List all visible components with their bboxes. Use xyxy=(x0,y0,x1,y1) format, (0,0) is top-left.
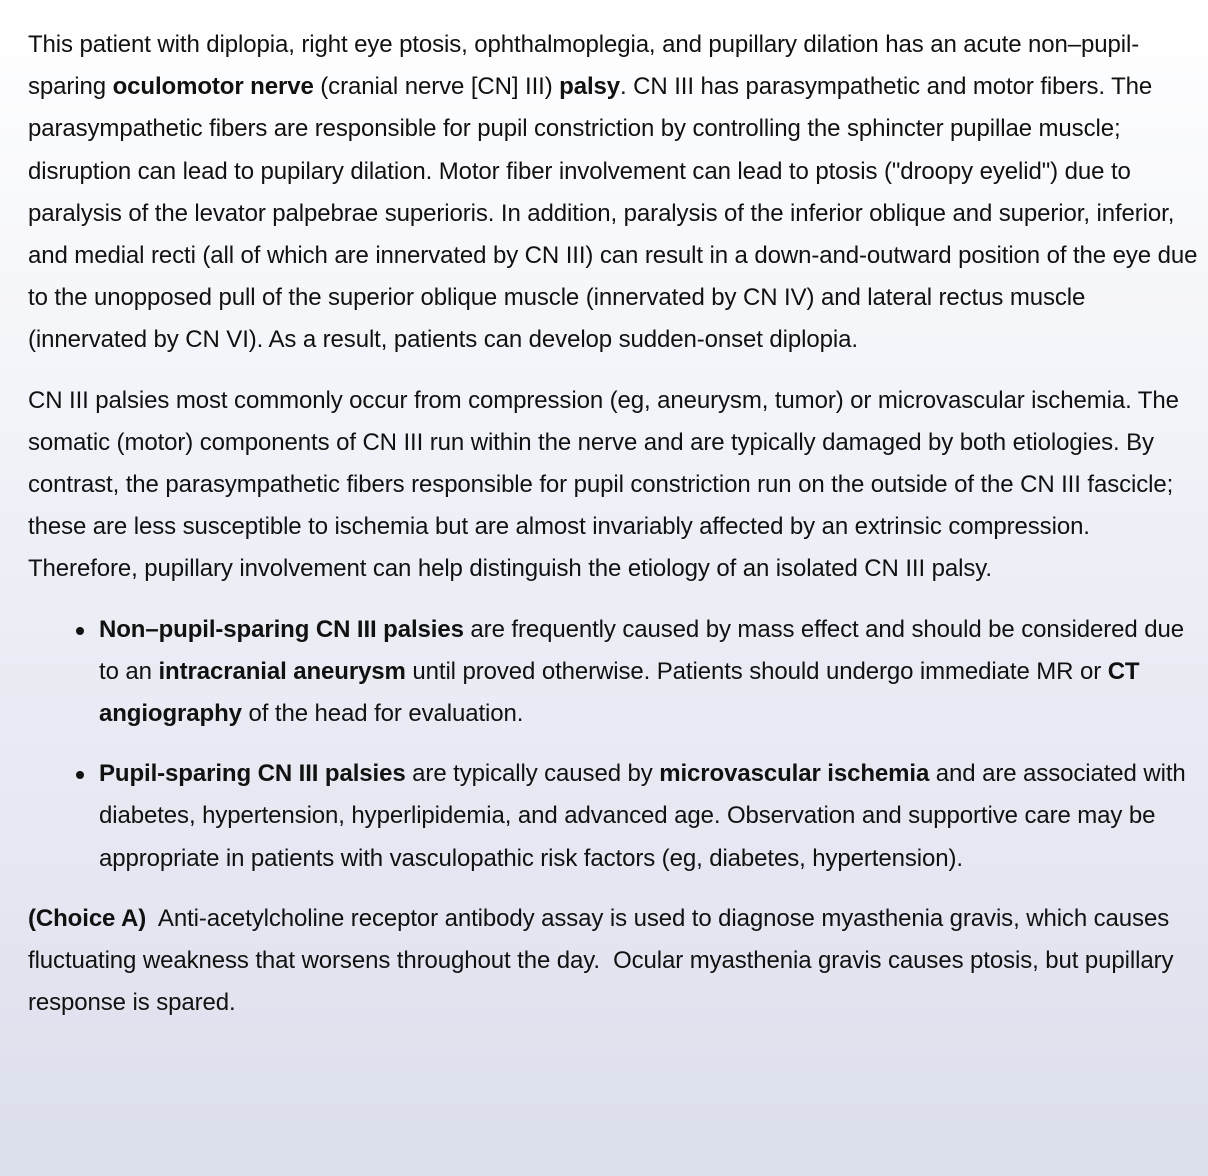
text-segment: until proved otherwise. Patients should undergo immediate MR or xyxy=(405,657,1108,685)
text-segment: This patient with diplopia, right eye ptosis, ophthalmoplegia, and pupillary dilation has an acute non–pupil-sparing xyxy=(28,31,1140,101)
paragraph-choice-a xyxy=(28,898,1200,1025)
key-term: palsy xyxy=(559,73,621,101)
text-segment: of the head for evaluation. xyxy=(241,700,524,728)
key-term: intracranial aneurysm xyxy=(158,657,406,685)
text-segment: are typically caused by xyxy=(405,760,660,788)
text-segment: are frequently caused by mass effect and should be considered due to an xyxy=(99,615,1184,685)
choice-label: (Choice A) xyxy=(28,904,147,932)
key-term: Pupil-sparing CN III palsies xyxy=(99,760,406,788)
text-segment: Anti-acetylcholine receptor antibody assay is used to diagnose myasthenia gravis, which causes fluctuating weakness that worsens throughout the day. Ocular myasthenia gravis causes ptosis, but pupillary response is spared. xyxy=(28,904,1180,1017)
paragraph-diagnosis xyxy=(28,24,1200,362)
key-term: oculomotor nerve xyxy=(112,73,314,101)
paragraph-etiology xyxy=(28,380,1200,591)
list-item xyxy=(99,753,1200,880)
list-item xyxy=(99,609,1200,736)
text-segment: and are associated with diabetes, hypertension, hyperlipidemia, and advanced age. Observation and supportive care may be appropriate in patients with vasculopathic risk factors (eg, diabetes, hypertension). xyxy=(99,760,1186,872)
bullet-list xyxy=(28,609,1200,880)
explanation-content xyxy=(28,24,1200,1042)
text-segment: . CN III has parasympathetic and motor fibers. The parasympathetic fibers are responsible for pupil constriction by controlling the sphincter pupillae muscle; disruption can lead to pupilary dilation. Motor fiber involvement can lead to ptosis ("droopy eyelid") due to paralysis of the levator palpebrae superioris. In addition, paralysis of the inferior oblique and superior, inferior, and medial recti (all of which are innervated by CN III) can result in a down-and-outward position of the eye due to the unopposed pull of the superior oblique muscle (innervated by CN IV) and lateral rectus muscle (innervated by CN VI). As a result, patients can develop sudden-onset diplopia. xyxy=(28,73,1198,354)
key-term: CT angiography xyxy=(99,657,1140,728)
text-segment: (cranial nerve [CN] III) xyxy=(313,73,560,101)
key-term: Non–pupil-sparing CN III palsies xyxy=(99,615,464,643)
text-segment: CN III palsies most commonly occur from compression (eg, aneurysm, tumor) or microvascular ischemia. The somatic (motor) components of CN III run within the nerve and are typically damaged by both etiologies. By contrast, the parasympathetic fibers responsible for pupil constriction run on the outside of the CN III fascicle; these are less susceptible to ischemia but are almost invariably affected by an extrinsic compression. Therefore, pupillary involvement can help distinguish the etiology of an isolated CN III palsy. xyxy=(28,386,1179,583)
key-term: microvascular ischemia xyxy=(659,760,930,788)
